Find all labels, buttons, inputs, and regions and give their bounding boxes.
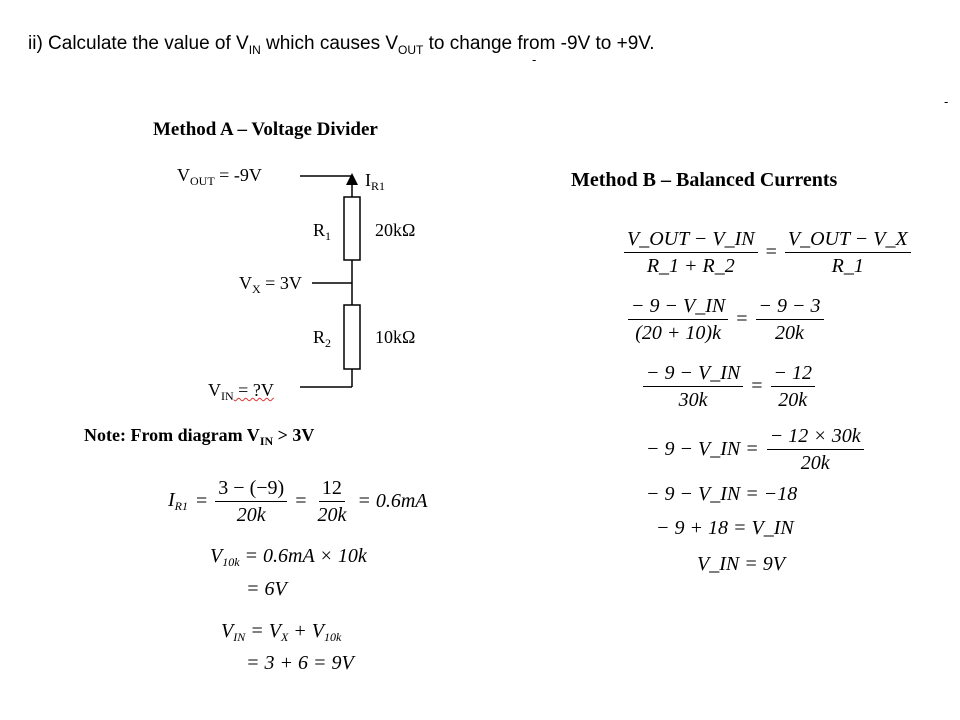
balanced-eq-7: V_IN = 9V [697, 553, 785, 575]
balanced-eq-4: − 9 − V_IN = $\frac{- 12 \times 30k}{20k}$ [646, 425, 864, 474]
r1-label: $R_1$ [313, 220, 332, 243]
balanced-eq-6: − 9 + 18 = V_IN [656, 517, 794, 539]
vx-label: $V_X = 3V$ [239, 273, 302, 296]
resistor-r2 [344, 305, 360, 369]
balanced-eq-5: − 9 − V_IN = −18 [646, 483, 798, 505]
v10k-equation: $V_{10k} = 0.6mA \times 10k$ [210, 545, 367, 569]
r2-label: $R_2$ [313, 327, 332, 350]
voltage-divider-circuit [290, 165, 370, 395]
method-b-title: Method B – Balanced Currents [571, 169, 838, 191]
vin-equation: $V_{IN} = V_X + V_{10k}$ [221, 620, 342, 644]
resistor-r1 [344, 197, 360, 260]
vin-result: = 3 + 6 = 9V [246, 652, 354, 674]
question-text: ii) Calculate the value of $V_{IN}$ which causes $V_{OUT}$ to change from -9V to +9V. [28, 33, 655, 57]
vout-label: $V_{OUT} = -9V$ [177, 165, 262, 188]
v10k-result: = 6V [246, 578, 287, 600]
r2-value: 10kΩ [375, 327, 416, 347]
current-arrow-icon [346, 173, 358, 185]
ir1-label: $I_{R1}$ [365, 170, 386, 193]
stray-mark: - [532, 52, 537, 67]
balanced-eq-1: $\frac{\text{V\_OUT − V\_IN}}{R\_1 + R\_2}$ = $\frac{\text{V\_OUT − V\_X}}{R\_1}$ [624, 228, 911, 277]
vin-label: $V_{IN}$ = ?V [208, 380, 274, 403]
balanced-eq-3: $\frac{- 9 - V\_IN}{30k}$ = $\frac{- 12}{20k}$ [643, 362, 815, 411]
note-text: Note: From diagram $V_{IN} > 3V$ [84, 425, 315, 448]
r1-value: 20kΩ [375, 220, 416, 240]
balanced-eq-2: $\frac{- 9 - V\_IN}{(20 + 10)k}$ = $\frac{- 9 - 3}{20k}$ [628, 295, 824, 344]
stray-mark: - [944, 94, 949, 109]
current-equation: $I_{R1}$ = $\frac{3 - (-9)}{20k}$ = $\frac{12}{20k}$ = 0.6mA [168, 477, 428, 526]
method-a-title: Method A – Voltage Divider [153, 119, 378, 140]
